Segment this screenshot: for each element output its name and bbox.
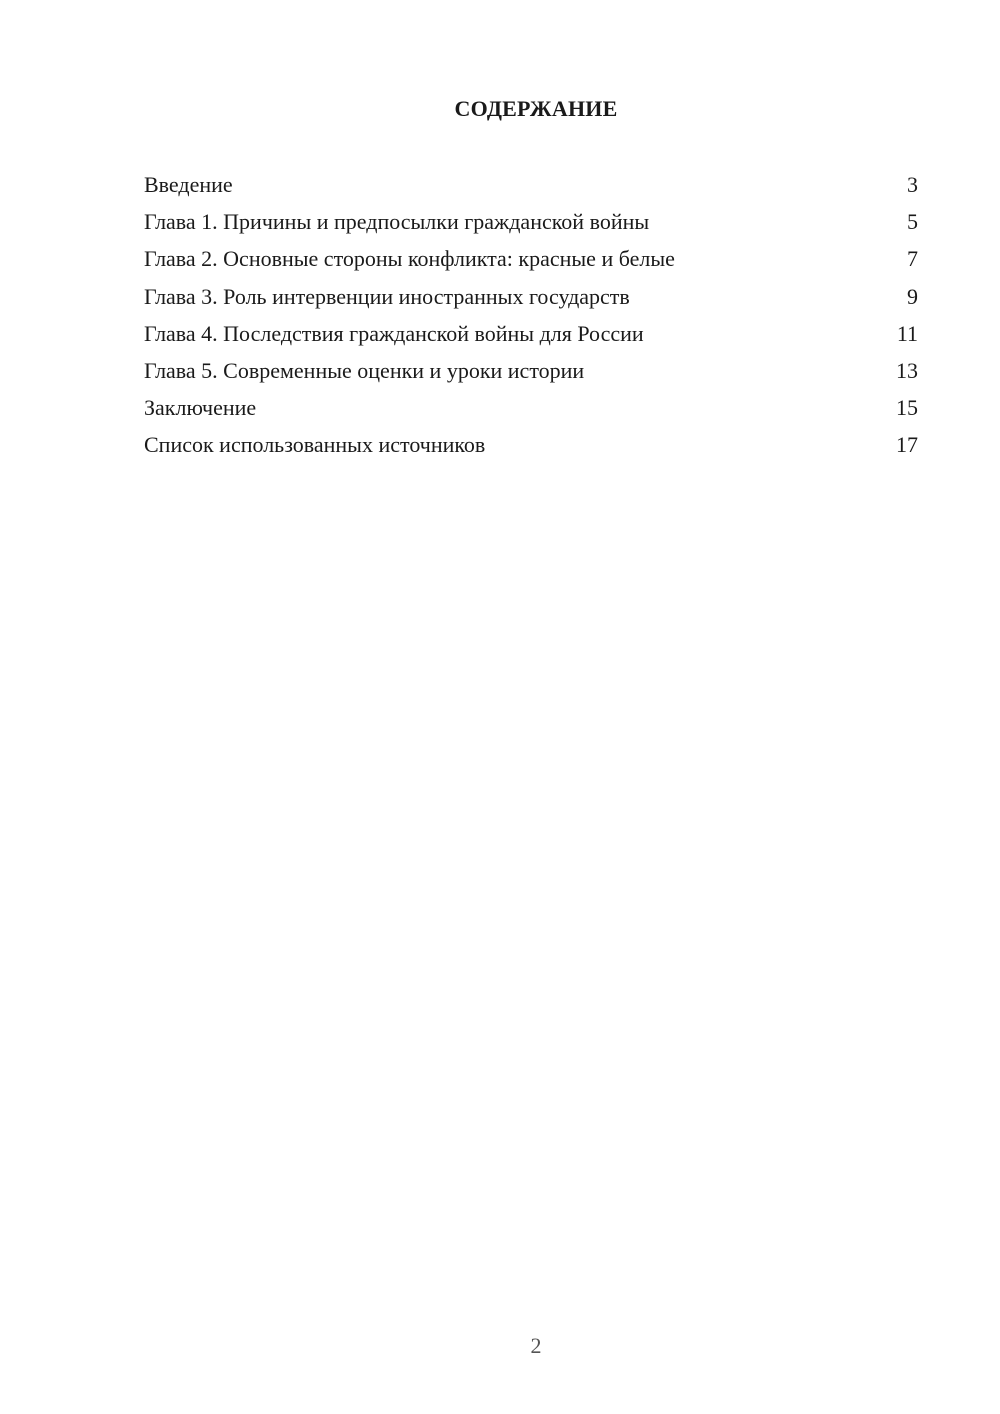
toc-entry-title: Глава 3. Роль интервенции иностранных государств	[144, 283, 630, 309]
toc-entry-sources	[144, 430, 918, 467]
toc-entry-chapter-5	[144, 356, 918, 393]
toc-entry-page: 13	[896, 357, 918, 383]
toc-entry-page: 5	[907, 209, 918, 235]
toc-entry-title: Список использованных источников	[144, 432, 486, 458]
toc-entry-page: 17	[896, 432, 918, 458]
toc-entry-title: Глава 1. Причины и предпосылки гражданской войны	[144, 209, 650, 235]
toc-entry-chapter-4	[144, 319, 918, 356]
toc-entry-title: Глава 4. Последствия гражданской войны для России	[144, 320, 644, 346]
page-number: 2	[530, 1333, 542, 1358]
toc-entry-page: 11	[896, 320, 918, 346]
toc-entry-page: 9	[907, 283, 918, 309]
toc-entry-page: 7	[907, 246, 918, 272]
toc-entry-chapter-1	[144, 207, 918, 244]
toc-entry-page: 3	[907, 172, 918, 197]
table-of-contents	[144, 170, 918, 468]
toc-entry-conclusion	[144, 393, 918, 430]
toc-entry-title: Заключение	[144, 395, 257, 421]
toc-entry-chapter-2	[144, 244, 918, 281]
toc-entry-title: Глава 5. Современные оценки и уроки истории	[144, 357, 585, 383]
toc-entry-title: Введение	[144, 172, 233, 197]
toc-title: СОДЕРЖАНИЕ	[454, 96, 618, 121]
toc-entry-title: Глава 2. Основные стороны конфликта: красные и белые	[144, 246, 675, 272]
toc-entry-chapter-3	[144, 282, 918, 319]
toc-entry-introduction	[144, 170, 918, 207]
toc-entry-page: 15	[896, 395, 918, 421]
